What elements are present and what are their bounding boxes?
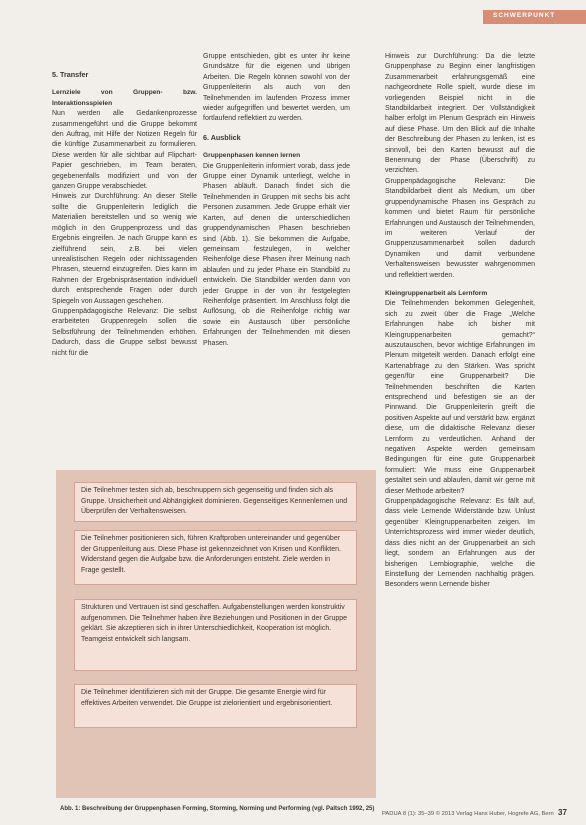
phase-card-storming: Die Teilnehmer positionieren sich, führen Kraftproben untereinander und gegenüber der Gruppenleitung aus. Diese Phase ist gekennzeichnet von Krisen und Konflikten. Widerstand gegen die Aufgabe bzw. die Anforderungen entsteht. Ziele werden in Frage gestellt. [74,530,357,585]
paragraph: Hinweis zur Durchführung: An dieser Stelle sollte die Gruppenleiterin lediglich die Materialien bereitstellen und so wenig wie möglich in den Gruppenprozess und das Ergebnis eingreifen. Je nach Gruppe kann es zielführend sein, z.B. bei vielen unrealistischen Regeln oder nichtssagenden Phrasen, steuernd einzugreifen. Dies kann im Rahmen der Ergebnispräsentation individuell durch entsprechende Fragen oder durch Spiegeln von Aussagen geschehen. [52,193,197,305]
paragraph: Die Gruppenleiterin informiert vorab, dass jede Gruppe einer Dynamik unterliegt, welche in Phasen abläuft. Danach findet sich die Teilnehmenden in Gruppen mit sechs bis acht Personen zusammen. Jede Gruppe erhält vier Karten, auf denen die unterschiedlichen gruppendynamischen Phasen beschrieben sind (Abb. 1). Sie bekommen die Aufgabe, gemeinsam festzulegen, in welcher Reihenfolge diese Phasen ihrer Meinung nach ablaufen und zu jeder Phase ein Standbild zu entwickeln. Die Standbilder werden dann von jeder Gruppe in der von ihr festgelegten Reihenfolge präsentiert. Im Anschluss folgt die Auflösung, ob die Reihenfolge richtig war sowie ein Austausch über persönliche Erfahrungen der Teilnehmenden mit diesen Phasen. [203,162,350,347]
paragraph: Die Teilnehmenden bekommen Gelegenheit, sich zu zweit über die Frage „Welche Erfahrungen habe ich bisher mit Kleingruppenarbeiten gemacht?“ auszutauschen, bevor wichtige Erfahrungen im Plenum mitgeteilt werden. Danach erfolgt eine Kartenabfrage zu den Stärken. Was spricht gegen/für eine Gruppenarbeit? Die Teilnehmenden beschriften die Karten entsprechend und befestigen sie an der Pinnwand. Die Gruppenleiterin greift die positiven Aspekte auf und verstärkt bzw. ergänzt diese, um die didaktische Relevanz dieser Lernform zu verdeutlichen. Anhand der negativen Aspekte werden gemeinsam Bedingungen für eine gute Gruppenarbeit formuliert: Wie muss eine Gruppenarbeit gestaltet sein und ablaufen, damit wir gerne mit dieser Methode arbeiten? [385,300,535,495]
figure-group-phases [56,470,376,798]
section-heading-ausblick: 6. Ausblick [203,132,241,142]
paragraph: Hinweis zur Durchführung: Da die letzte Gruppenphase zu Beginn einer langfristigen Zusammenarbeit erfahrungsgemäß eine nachgeordnete Rolle spielt, wurde diese im vorliegenden Beispiel nicht in die Standbildarbeit integriert. Der Vollständigkeit halber erfolgt im Plenum Gespräch ein Hinweis auf diese Phase. Um den Blick auf die Inhalte der Beschreibung der Phasen zu lenken, ist es sinnvoll, bei den Karten bewusst auf die Benennung der Phase (Überschrift) zu verzichten. [385,53,535,175]
paragraph: Gruppenpädagogische Relevanz: Es fällt auf, dass viele Lernende Widerstände bzw. Unlust gegenüber Kleingruppenarbeiten zeigen. Im Unterrichtsprozess wird immer wieder deutlich, dass dies nicht an der Gruppenarbeit an sich liegt, sondern an Erfahrungen aus der bisherigen Lernbiographie, welche die Einstellung der Lernenden nachhaltig prägen. Besonders wenn Lernende bisher [385,498,535,589]
section-header-bar [483,10,586,24]
paragraph: Gruppenpädagogische Relevanz: Die selbst erarbeiteten Gruppenregeln sollen die Selbstführung der Teilnehmenden erhöhen. Dadurch, dass die Gruppe selbst bewusst nicht für die [52,307,197,357]
phase-card-forming: Die Teilnehmer testen sich ab, beschnuppern sich gegenseitig und finden sich als Gruppe. Unsicherheit und Abhängigkeit dominieren. Gegenseitiges Kennenlernen und Überprüfen der Verhaltensweisen. [74,482,357,522]
subheading-lernziele: Lernziele von Gruppen- bzw. Interaktionsspielen [52,89,197,107]
section-label: SCHWERPUNKT [493,12,556,19]
phase-card-norming: Strukturen und Vertrauen ist sind geschaffen. Aufgabenstellungen werden konstruktiv aufgenommen. Die Teilnehmer haben ihre Beziehungen und Positionen in der Gruppe geklärt. Sie akzeptieren sich in ihrer Unterschiedlichkeit, Kooperation ist möglich. Teamgeist entwickelt sich langsam. [74,599,357,671]
paragraph: Gruppenpädagogische Relevanz: Die Standbildarbeit dient als Medium, um über gruppendynamische Phasen ins Gespräch zu kommen und bietet Raum für persönliche Erfahrungen und Austausch der Teilnehmenden, im weiteren Verlauf der Gruppenzusammenarbeit sollen dadurch Dynamiken und damit verbundene Verhaltensweisen bewusster wahrgenommen und reflektiert werden. [385,177,535,279]
phase-card-performing: Die Teilnehmer identifizieren sich mit der Gruppe. Die gesamte Energie wird für effektives Arbeiten verwendet. Die Gruppe ist zielorientiert und ergebnisorientiert. [74,684,357,728]
column-middle [203,52,350,349]
column-left [52,70,197,359]
paragraph: Gruppe entschieden, gibt es unter ihr keine Grundsätze für die eigenen und übrigen Arbeiten. Die Regeln können sowohl von der Gruppenleiterin als auch von den Teilnehmenden im laufenden Prozess immer wieder aufgegriffen und bewertet werden, um fortlaufend reflektiert zu werden. [203,53,350,123]
section-heading-transfer: 5. Transfer [52,70,89,79]
journal-footer: PADUA 8 (1): 35–39 © 2013 Verlag Hans Huber, Hogrefe AG, Bern [382,811,554,817]
page-number: 37 [558,808,567,817]
figure-caption: Abb. 1: Beschreibung der Gruppenphasen Forming, Storming, Norming und Performing (vgl. Paltsch 1992, 25) [60,806,375,812]
paragraph: Nun werden alle Gedankenprozesse zusammengeführt und die Gruppe bekommt den Auftrag, mit Hilfe der Notizen Regeln für die künftige Zusammenarbeit zu formulieren. Diese werden für alle sichtbar auf Flipchart-Papier geschrieben, im Team beraten, gegebenenfalls modifiziert und von der ganzen Gruppe verabschiedet. [52,110,197,191]
column-right [385,52,535,591]
subheading-gruppenphasen: Gruppenphasen kennen lernen [203,152,301,160]
subheading-kleingruppenarbeit: Kleingruppenarbeit als Lernform [385,289,488,297]
